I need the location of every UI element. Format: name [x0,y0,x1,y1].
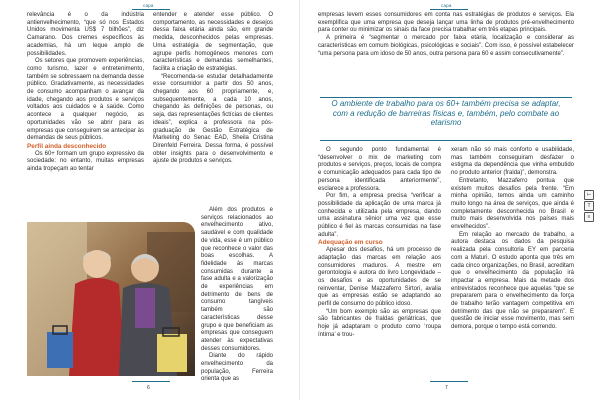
paragraph: Em relação ao mercado de trabalho, a autora destaca os dados da pesquisa realizada pela consultoria EY em parceria com a Maturi. O estudo aponta que três em cada cinco organizações, no Brasil, acreditam que o envelhecimento da população irá impactar a empresa. Mais da metade dos entrevistados reconhece que aquelas “que se prepararem para o envelhecimento da força de trabalho terão vantagem competitiva em detrimento das que não se prepararem”. E questão de iniciar esse movimento, mas sem demora, porque o tempo está correndo. [451,231,574,331]
section-label: capa [143,3,154,8]
paragraph: relevância é o da indústria antienvelhecimento, “que só nos Estados Unidos movimenta US$ 7 bilhões”, diz Camarano. Dos cremes específicos às academias, há um leque amplo de possibilidades. [27,12,144,57]
right-page [300,0,600,400]
paragraph: Entretanto, Mazzaferro pontua que existem muitos desafios pela frente. “Em minha opinião, temos ainda um caminho muito longo na área de serviços, que ainda é completamente desconhecida no Brasil e muito mais desenvolvida nos países mais envelhecidos”. [451,177,574,231]
paragraph: xeram não só mais conforto e usabilidade, mas também conseguiram desfazer o estigma da dependência que vinha embutido no produto anterior (fralda)”, demonstra. [451,147,574,177]
right-column-1 [318,147,441,340]
page-number: 7 [445,385,448,391]
paragraph: Por fim, a empresa precisa “verificar a possibilidade da aplicação de uma marca já conhecida e utilizada pela empresa, dando uma assinatura sênior uma vez que esse público é fiel às marcas consumidas na fase adulta”. [318,193,441,238]
paragraph: Apesar dos desafios, há um processo de adaptação das marcas em relação aos consumidores maduros. A mestre em gerontologia e autora do livro Longevidade – os desafios e as oportunidades de se reinventar, Denise Mazzaferro Sirtori, avalia que as empresas estão se adaptando ao perfil de consumo do público idoso. [318,247,441,308]
photo-elderly-couple-shopping [27,222,195,376]
paragraph: Além dos produtos e serviços relacionados ao envelhecimento ativo, saudável e com qualidade de vida, esse é um público que reconhece o valor das boas escolhas. A fidelidade às marcas consumidas durante a fase adulta e a valorização de experiências em detrimento de bens de consumo tangíveis também são características desse grupo e que beneficiam as empresas que conseguem atender às expectativas desses consumidores. [201,207,273,352]
text-icon[interactable]: T [584,201,594,211]
ruler-icon[interactable]: ⊢ [584,190,594,200]
paragraph: A primeira é “segmentar o mercado por faixa etária, localização e considerar as características em comum biológicas, psicológicas e sociais”. Com isso, é possível estabelecer “uma persona para um idoso de 50 anos, outra persona para 60 e assim consecutivamente”. [318,35,574,57]
subheading: Adequação em curso [318,239,383,247]
left-column-1 [27,12,144,174]
paragraph: Diante do rápido envelhecimento da população, Ferreira orienta que as [201,353,273,383]
paragraph: “Recomenda-se estudar detalhadamente esse consumidor a partir dos 50 anos, chegando aos 60 propriamente, e, subsequentemente, a cada 10 anos, chegando às definições de personas, ou seja, das representações fictícias de clientes ideais”, explica a professora na pós-graduação de Gestão Estratégica de Marketing do Senac EAD, Sheila Cristina Direnfeld Ferreira. Dessa forma, é possível obter insights para o desenvolvimento e ajuste de produtos e serviços. [153,73,273,165]
page-number: 6 [147,385,150,391]
paragraph: Os setores que promovem experiências, como turismo, lazer e entretenimento, também se sobressaem na demanda desse público. Gradativamente, as necessidades de consumo acompanham o avançar da idade, chegando aos produtos e serviços voltados aos cuidados e à saúde. Como acontece a qualquer negócio, as oportunidades vão se abrir para as empresas que conseguirem se antecipar às demandas de seus públicos. [27,58,144,142]
subheading: Perfil ainda desconhecido [27,142,107,150]
right-top-text [318,12,574,58]
right-column-2 [451,147,574,332]
header-rule [430,9,468,10]
photo-illustration [27,222,195,376]
quote-top-rule [320,97,572,98]
footer-rule [132,381,170,382]
header-rule [132,9,170,10]
left-column-2-wrap [201,207,273,384]
pull-quote: O ambiente de trabalho para os 60+ também precisa se adaptar, com a redução de barreiras físicas e, também, pelo combate ao etarismo [331,99,561,128]
paragraph: Os 60+ formam um grupo expressivo da sociedade: no entanto, muitas empresas ainda tropeçam ao tentar [27,150,144,173]
paragraph: entender e atender esse público. O comportamento, as necessidades e desejos dessa faixa etária ainda são, em grande medida, desconhecidos pelas empresas. Uma estratégia de segmentação, que agrupe perfis homogêneos menores com características e demandas semelhantes, facilita a criação de estratégias. [153,12,273,72]
left-column-2 [153,12,273,166]
paragraph: “Um bom exemplo são as empresas que são fabricantes de fraldas geriátricas, que hoje já adaptaram o produto como ‘roupa íntima’ e trou- [318,308,441,338]
quote-bottom-rule [320,140,572,141]
footer-rule [430,381,468,382]
paragraph: empresas levem esses consumidores em conta nas estratégias de produtos e serviços. Ela exemplifica que uma empresa que deseja lançar uma linha de produtos pré-envelhecimento para conter ou minimizar os sinais da face precisa trabalhar em três etapas principais. [318,12,574,34]
layers-icon[interactable]: ≡ [584,212,594,222]
paragraph: O segundo ponto fundamental é “desenvolver o mix de marketing com produtos e serviços, preços, locais de compra e comunicação adequados para cada tipo de persona identificada anteriormente”, esclarece a professora. [318,147,441,192]
section-label: capa [441,3,452,8]
